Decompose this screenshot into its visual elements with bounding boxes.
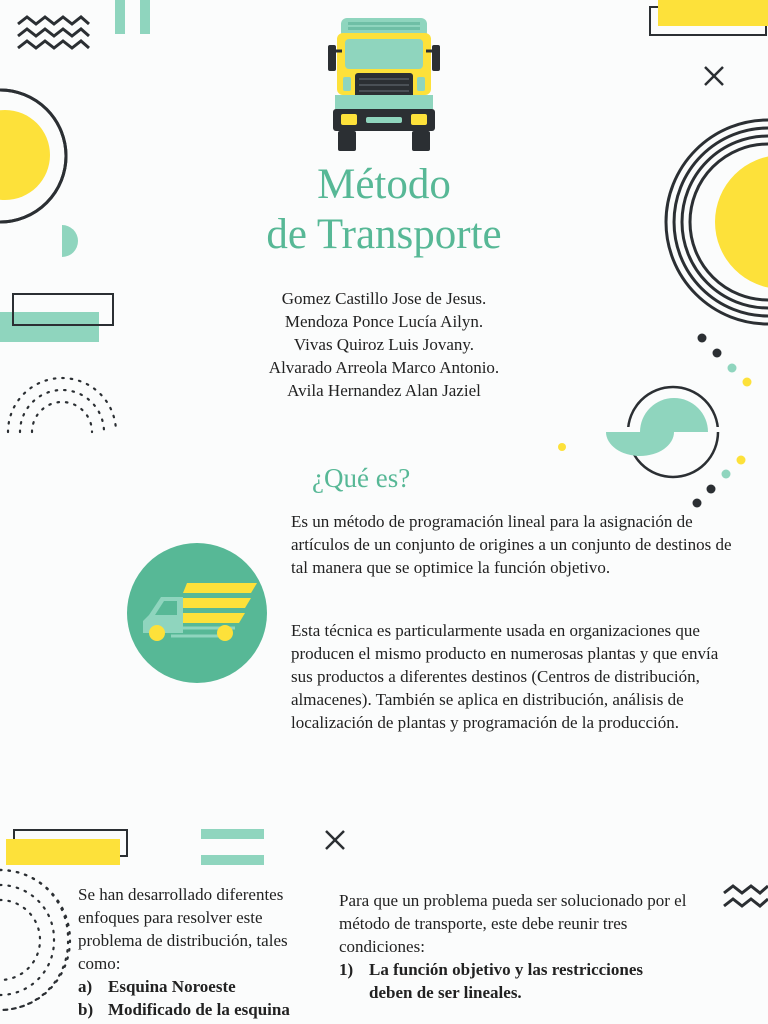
author-list [220, 287, 548, 402]
approaches-column [78, 883, 323, 1021]
mint-half-circle [640, 398, 708, 432]
yellow-rect [658, 0, 768, 26]
close-x-icon [326, 831, 344, 849]
dotted-arc [8, 378, 116, 432]
conditions-intro: Para que un problema pueda ser solucionado por el método de transporte, este debe reunir tres condiciones: [339, 891, 687, 956]
truck-front-icon [326, 15, 442, 153]
section-heading: ¿Qué es? [312, 463, 411, 493]
definition-paragraph: Es un método de programación lineal para la asignación de artículos de un conjunto de origines a un conjunto de destinos de tal manera que se optimice la función objetivo. [291, 512, 732, 577]
author-name: Avila Hernandez Alan Jaziel [287, 381, 481, 400]
list-marker: b) [78, 1000, 94, 1019]
page-title [200, 160, 568, 260]
mint-bar [115, 0, 125, 34]
approaches-list [78, 975, 323, 1021]
author-name: Vivas Quiroz Luis Jovany. [293, 335, 475, 354]
author-name: Mendoza Ponce Lucía Ailyn. [284, 312, 484, 331]
mint-bar [140, 0, 150, 34]
list-item-text: Modificado de la esquina [108, 1000, 290, 1019]
mint-half-circle [62, 225, 78, 257]
yellow-rect [6, 839, 120, 865]
author-name: Gomez Castillo Jose de Jesus. [281, 289, 487, 308]
list-item [78, 975, 323, 998]
list-item [339, 958, 689, 1004]
approaches-intro: Se han desarrollado diferentes enfoques para resolver este problema de distribución, tales como: [78, 885, 288, 973]
zigzag-icon [724, 886, 768, 906]
close-x-icon [705, 67, 723, 85]
list-marker: 1) [339, 960, 354, 979]
list-marker: a) [78, 977, 93, 996]
title-line-2: de Transporte [266, 211, 502, 258]
mint-bar [201, 855, 264, 865]
usage-paragraph: Esta técnica es particularmente usada en organizaciones que producen el mismo producto en numerosas plantas y que envía sus productos a diferentes destinos (Centros de distribución, almacenes). También se aplica en distribución, análisis de localización de plantas y programación de la producción. [291, 621, 719, 732]
mint-bar [201, 829, 264, 839]
yellow-circle [715, 155, 768, 289]
list-item-text: La función objetivo y las restricciones deben de ser lineales. [369, 960, 644, 1002]
list-item [78, 998, 323, 1021]
mint-bar [0, 312, 99, 342]
delivery-truck-icon [127, 543, 267, 683]
conditions-column [339, 889, 689, 1004]
dotted-arc [0, 870, 70, 1010]
author-name: Alvarado Arreola Marco Antonio. [268, 358, 500, 377]
title-line-1: Método [317, 161, 451, 208]
zigzag-icon [18, 17, 89, 48]
list-item-text: Esquina Noroeste [108, 977, 236, 996]
yellow-circle [0, 110, 50, 200]
conditions-list [339, 958, 689, 1004]
